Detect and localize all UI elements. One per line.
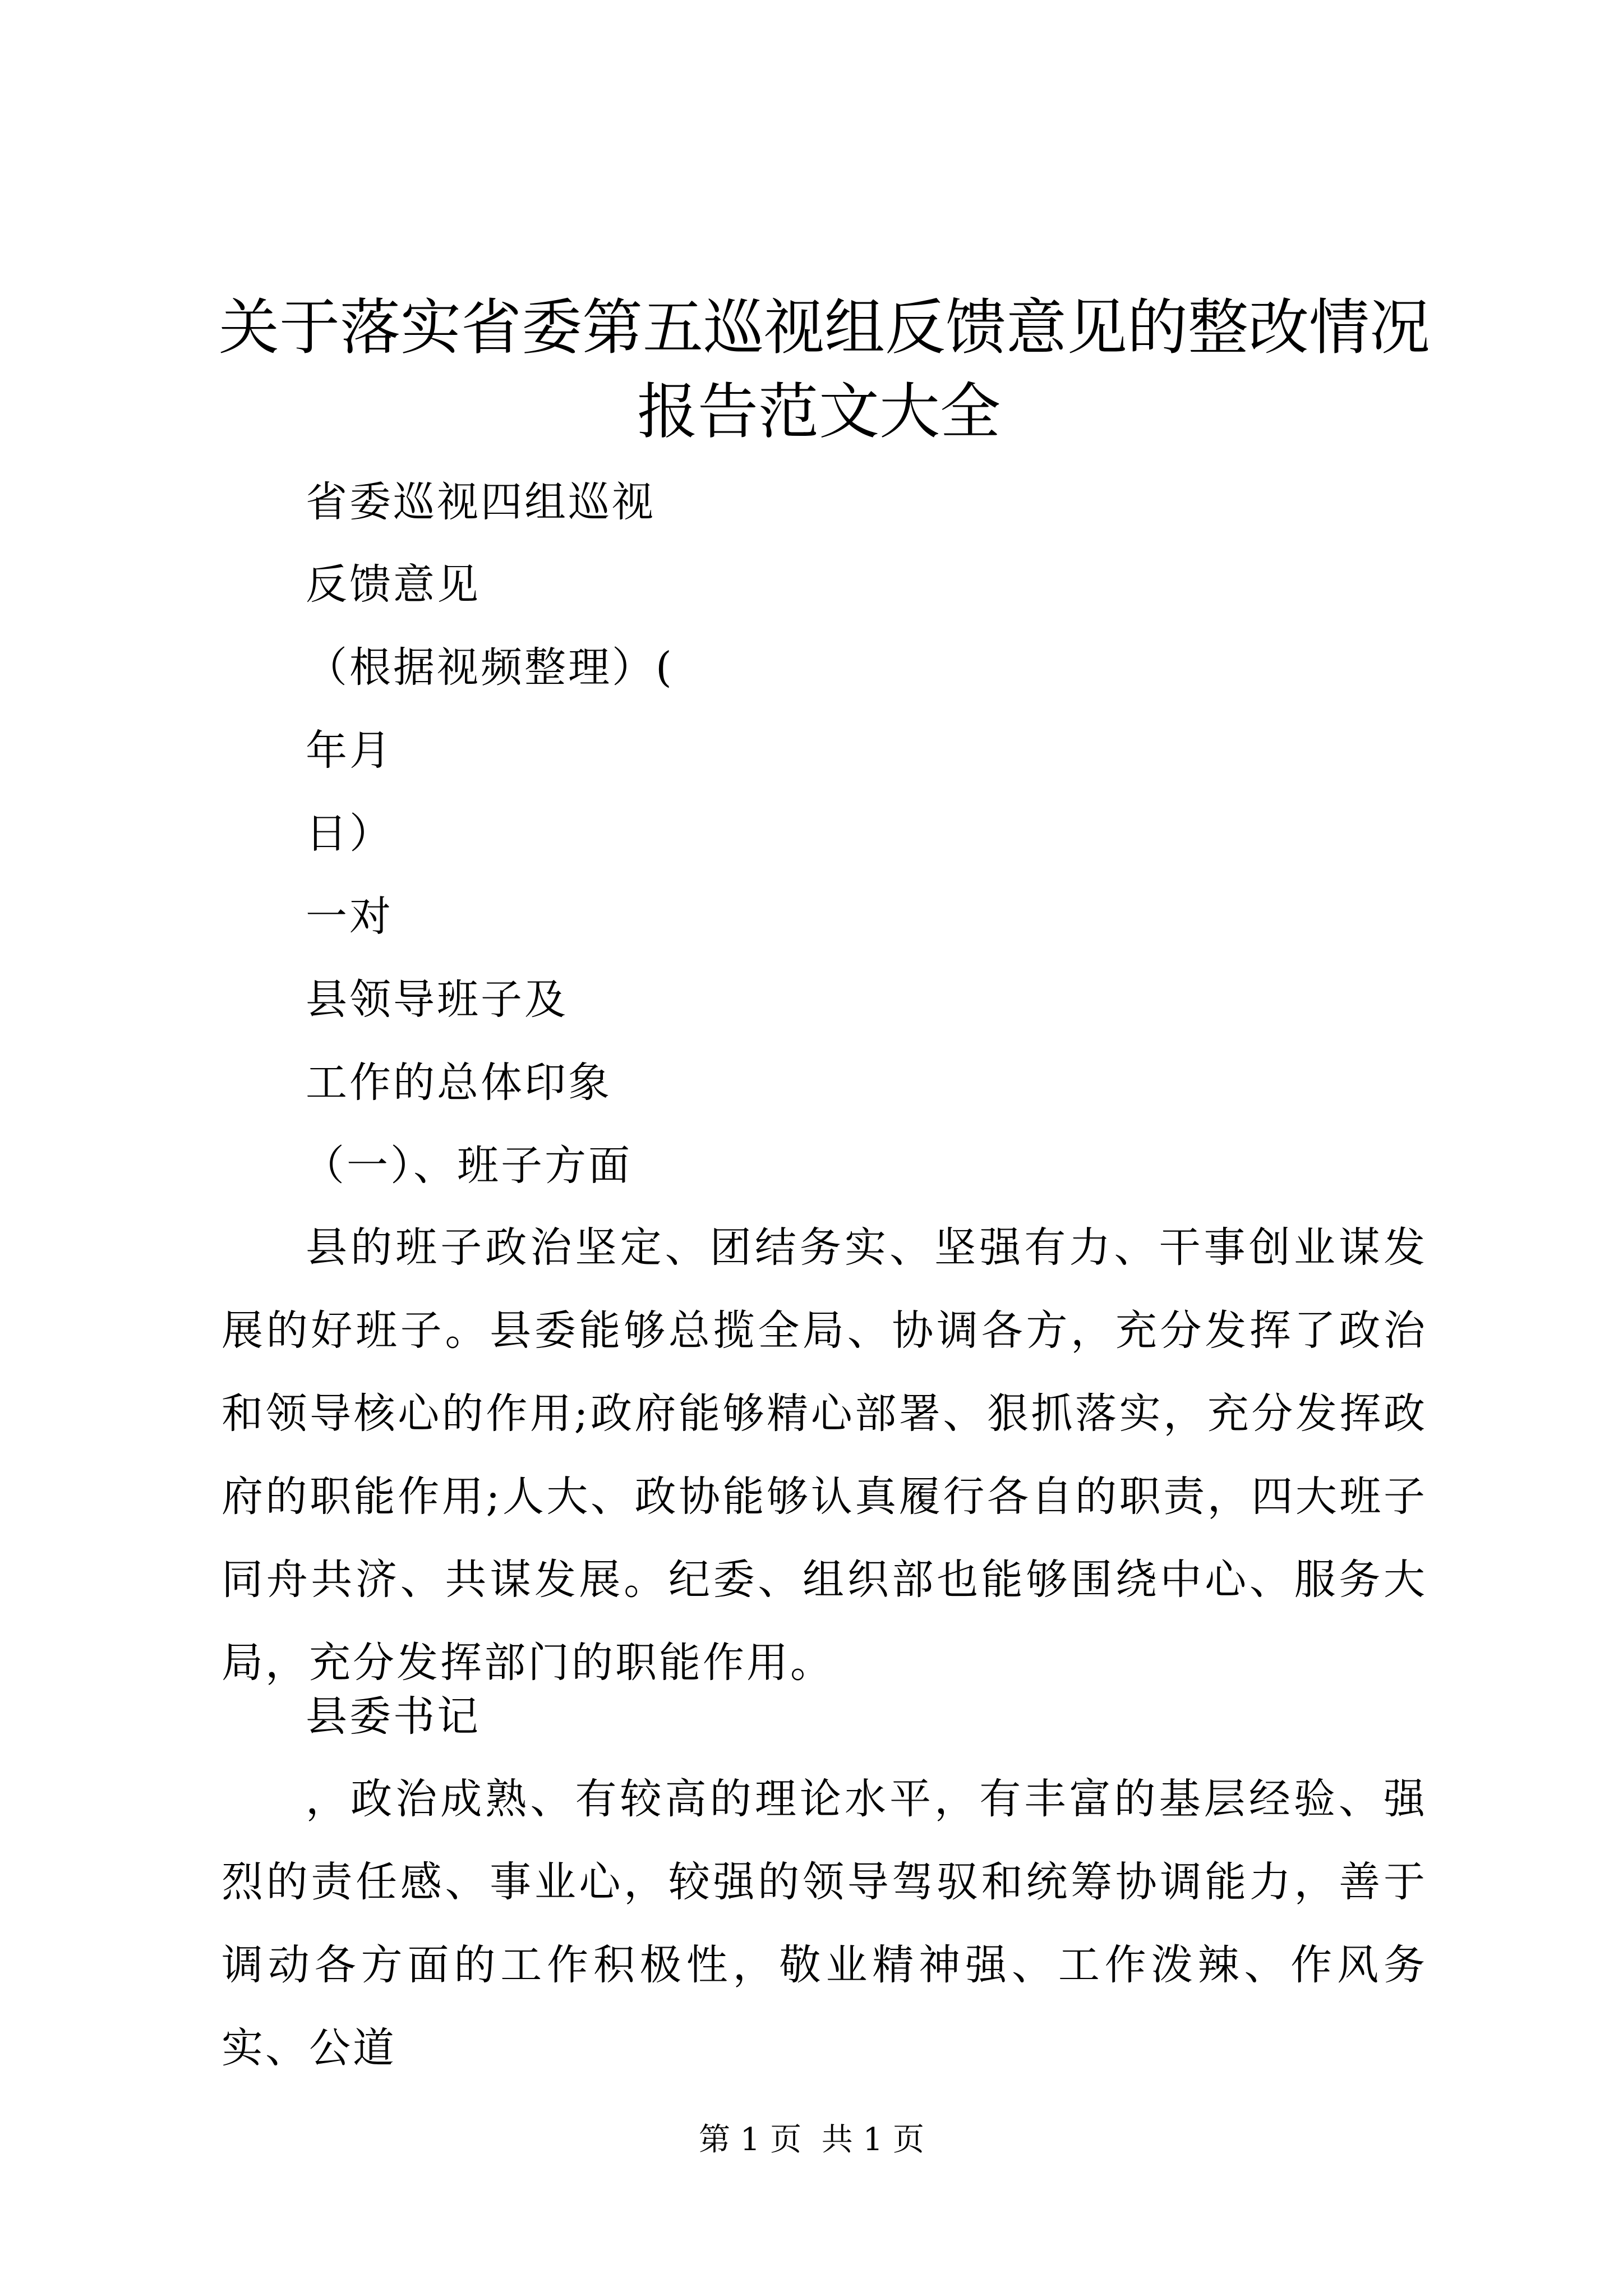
text-line: 工作的总体印象 xyxy=(306,1059,612,1107)
text-line: 一对 xyxy=(306,892,393,941)
text-line: 县领导班子及 xyxy=(306,976,568,1024)
text-line: 年月 xyxy=(306,726,393,775)
section-heading: （一）、班子方面 xyxy=(303,1142,632,1190)
page-footer: 第 1 页 共 1 页 xyxy=(698,2122,925,2158)
text-line: 日） xyxy=(306,809,393,858)
text-line-secretary: 县委书记 xyxy=(306,1692,481,1741)
document-title-line-2: 报告范文大全 xyxy=(637,377,1000,447)
text-line: （根据视频整理）( xyxy=(306,643,674,692)
document-title-line-1: 关于落实省委第五巡视组反馈意见的整改情况 xyxy=(219,293,1431,363)
text-line: 省委巡视四组巡视 xyxy=(306,478,656,526)
body-paragraph-2: ，政治成熟、有较高的理论水平，有丰富的基层经验、强烈的责任感、事业心，较强的领导驾驭和统筹协调能力，善于调动各方面的工作积极性，敬业精神强、工作泼辣、作风务实、公道 xyxy=(222,1775,1427,2072)
body-paragraph-1: 县的班子政治坚定、团结务实、坚强有力、干事创业谋发展的好班子。县委能够总揽全局、协调各方，充分发挥了政治和领导核心的作用;政府能够精心部署、狠抓落实，充分发挥政府的职能作用;人大、政协能够认真履行各自的职责，四大班子同舟共济、共谋发展。纪委、组织部也能够围绕中心、服务大局，充分发挥部门的职能作用。 xyxy=(222,1223,1427,1687)
text-line: 反馈意见 xyxy=(306,560,481,609)
